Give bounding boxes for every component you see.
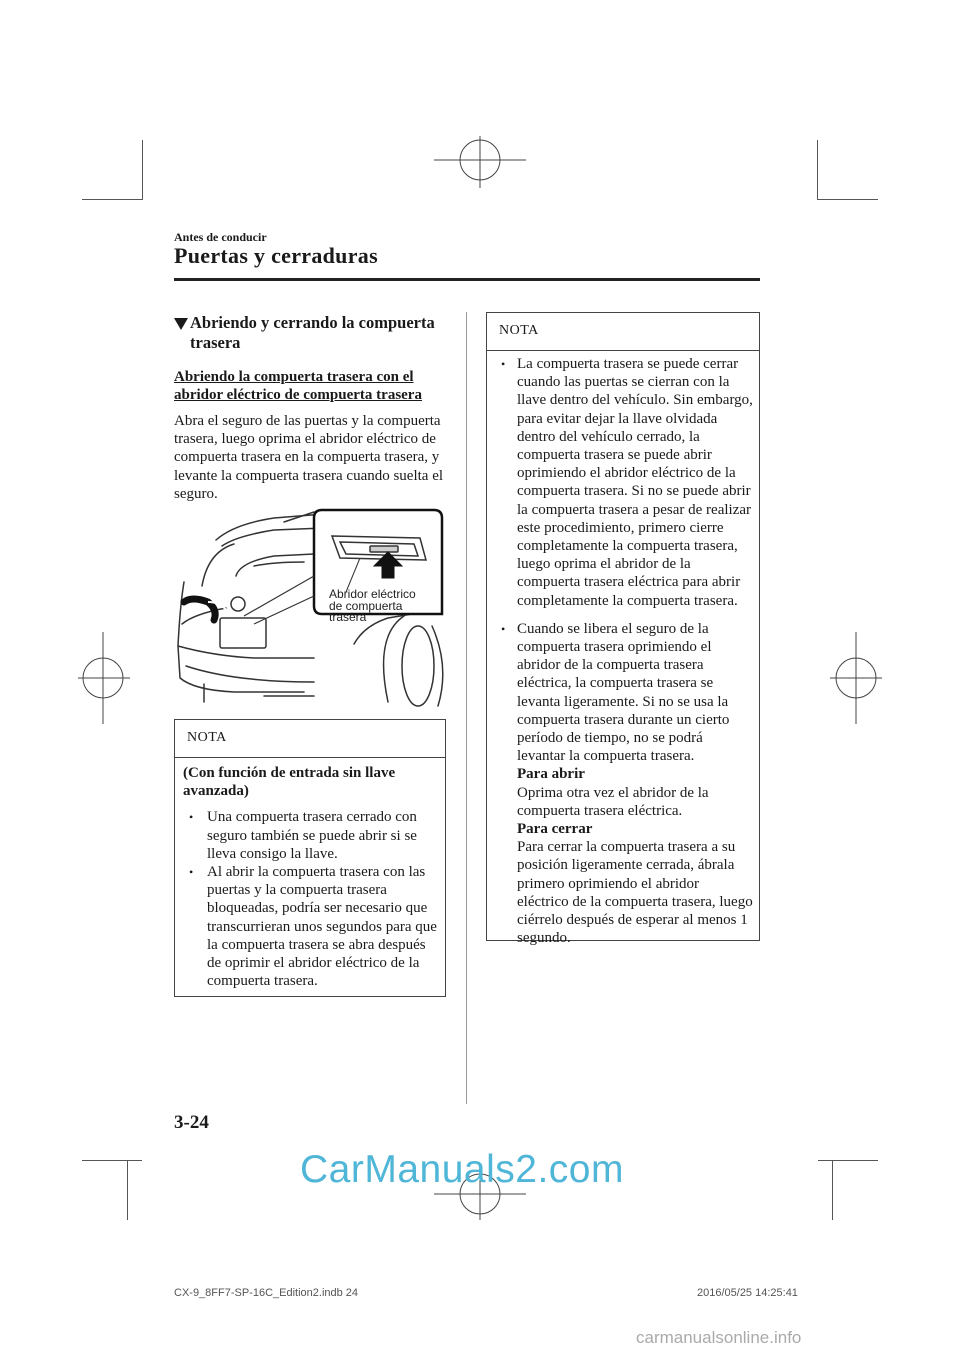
- watermark-corner: carmanualsonline.info: [636, 1328, 802, 1347]
- note-body: [183, 764, 439, 990]
- crop-mark: [82, 199, 142, 200]
- note-title: NOTA: [187, 730, 227, 745]
- subheading: Abriendo la compuerta trasera con el abridor eléctrico de compuerta trasera: [174, 369, 422, 403]
- list-item: • Al abrir la compuerta trasera con las puertas y la compuerta trasera bloqueadas, podría ser necesario que transcurrieran unos segundos para que la compuerta trasera se abra después de oprimir el abridor eléctrico de la compuerta trasera.: [183, 863, 439, 990]
- note-intro: (Con función de entrada sin llave avanzada): [183, 765, 396, 800]
- note-list: [495, 355, 753, 948]
- registration-mark-top: [434, 136, 526, 188]
- page-number: 3-24: [174, 1112, 209, 1133]
- figure-callout-line: de compuerta: [329, 598, 403, 613]
- list-item-text: • Cuando se libera el seguro de la compuerta trasera oprimiendo el abridor de la compuerta trasera eléctrica, la compuerta trasera se levanta ligeramente. Si no se usa la compuerta trasera durante un cierto período de tiempo, no se podrá levantar la compuerta trasera.: [517, 620, 730, 765]
- footer-date-info: 2016/05/25 14:25:41: [697, 1287, 798, 1299]
- open-heading: Para abrir: [517, 766, 585, 783]
- crop-mark: [142, 140, 143, 200]
- footer-file-info: CX-9_8FF7-SP-16C_Edition2.indb 24: [174, 1287, 359, 1299]
- crop-mark: [832, 1160, 833, 1220]
- note-header: [175, 720, 445, 758]
- column-divider: [466, 312, 467, 1104]
- open-text: Oprima otra vez el abridor de la compuerta trasera eléctrica.: [517, 784, 709, 819]
- chapter-title: Puertas y cerraduras: [174, 243, 378, 268]
- close-heading: Para cerrar: [517, 821, 593, 838]
- note-box-right: [486, 312, 760, 947]
- section-heading-text: Abriendo y cerrando la compuerta trasera: [190, 313, 435, 352]
- figure-callout-label: [329, 589, 439, 624]
- figure-callout-line: trasera: [329, 610, 367, 624]
- close-text: Para cerrar la compuerta trasera a su posición ligeramente cerrada, ábrala primero oprimiendo el abridor eléctrico de la compuerta trasera, luego ciérrelo después de esperar al menos 1 segundo.: [517, 839, 753, 947]
- list-item: • Una compuerta trasera cerrado con seguro también se puede abrir si se lleva consigo la llave.: [183, 808, 439, 863]
- crop-mark: [817, 140, 818, 200]
- note-box-left: [174, 719, 446, 997]
- section-label: Antes de conducir: [174, 230, 267, 244]
- figure-callout-line: Abridor eléctrico: [329, 587, 416, 601]
- crop-mark: [82, 1160, 142, 1161]
- section-heading: [174, 313, 449, 353]
- note-header: [487, 313, 759, 351]
- note-list: [183, 808, 439, 990]
- body-paragraph: Abra el seguro de las puertas y la compuerta trasera, luego oprima el abridor eléctrico de compuerta trasera en la compuerta trasera, y levante la compuerta trasera cuando suelta el seguro.: [174, 413, 444, 502]
- list-item: • La compuerta trasera se puede cerrar cuando las puertas se cierran con la llave dentro del vehículo. Sin embargo, para evitar dejar la llave olvidada dentro del vehículo cerrado, la compuerta trasera se puede abrir oprimiendo el abridor eléctrico de la compuerta trasera. Si no se puede abrir la compuerta trasera a pesar de realizar este procedimiento, primero cierre completamente la compuerta trasera, luego oprima el abridor de la compuerta trasera eléctrica para abrir completamente la compuerta trasera.: [495, 355, 753, 610]
- triangle-marker-icon: [174, 318, 188, 330]
- crop-mark: [818, 199, 878, 200]
- list-item: [495, 620, 753, 948]
- crop-mark: [127, 1160, 128, 1220]
- registration-mark-left: [78, 632, 130, 724]
- registration-mark-right: [830, 632, 882, 724]
- watermark-main: CarManuals2.com: [300, 1148, 624, 1191]
- note-body: [495, 355, 753, 948]
- crop-mark: [818, 1160, 878, 1161]
- note-title: NOTA: [499, 323, 539, 338]
- header-rule: [174, 278, 760, 281]
